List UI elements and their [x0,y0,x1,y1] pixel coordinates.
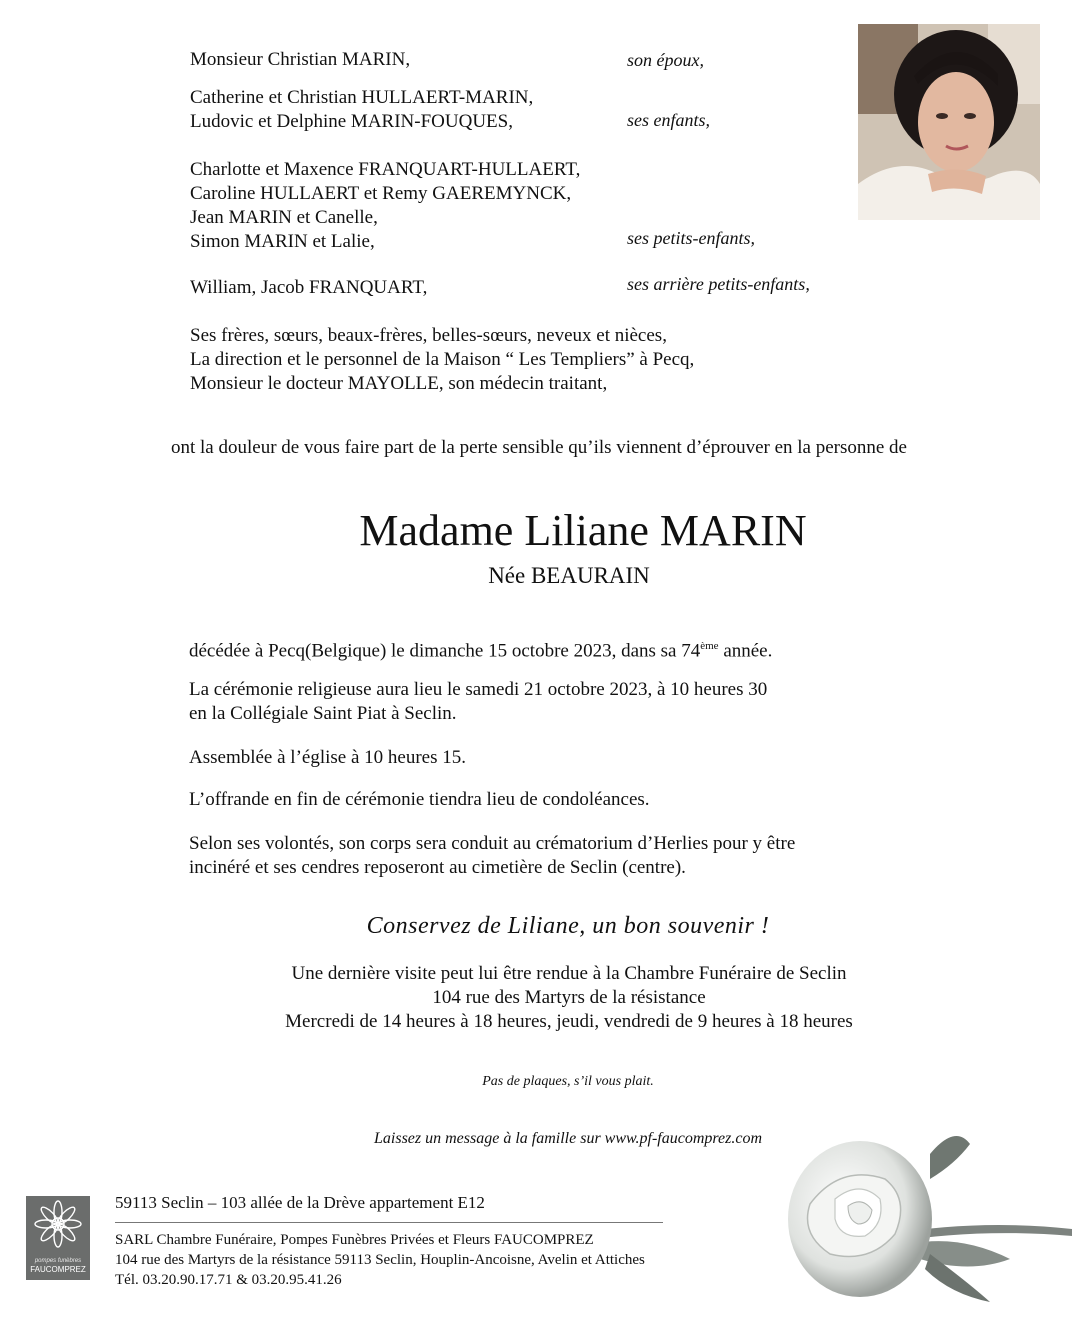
family-others-2: La direction et le personnel de la Maison “ Les Templiers” à Pecq, [190,349,695,370]
visit-line-2: 104 rue des Martyrs de la résistance [432,987,706,1008]
family-children-role: ses enfants, [627,110,710,130]
family-spouse-role: son époux, [627,50,704,70]
visit-line-3: Mercredi de 14 heures à 18 heures, jeudi, vendredi de 9 heures à 18 heures [285,1011,853,1032]
footer-phones: Tél. 03.20.90.17.71 & 03.20.95.41.26 [115,1272,342,1288]
company-logo [26,1196,90,1280]
family-spouse-name: Monsieur Christian MARIN, [190,49,411,70]
footer-divider [115,1222,663,1223]
death-notice [189,634,772,663]
family-great-grandchildren: William, Jacob FRANQUART, [190,277,428,298]
wishes-line-2: incinéré et ses cendres reposeront au cimetière de Seclin (centre). [189,857,686,878]
message-link[interactable]: Laissez un message à la famille sur www.pf-faucomprez.com [374,1130,762,1147]
ceremony-line-2: en la Collégiale Saint Piat à Seclin. [189,703,457,724]
family-grandchild-4: Simon MARIN et Lalie, [190,231,375,252]
family-child-2: Ludovic et Delphine MARIN-FOUQUES, [190,111,513,132]
wishes-line-1: Selon ses volontés, son corps sera conduit au crématorium d’Herlies pour y être [189,833,796,854]
family-grandchild-3: Jean MARIN et Canelle, [190,207,378,228]
death-notice-end: année. [718,640,773,662]
rose-illustration [780,1124,1072,1314]
death-notice-sup: ème [700,640,719,652]
souvenir-text: Conservez de Liliane, un bon souvenir ! [366,913,770,939]
visit-line-1: Une dernière visite peut lui être rendue à la Chambre Funéraire de Seclin [291,963,847,984]
logo-small-text: pompes funèbres [34,1258,82,1264]
logo-name-text: FAUCOMPREZ [30,1265,86,1274]
footer-address: 59113 Seclin – 103 allée de la Drève appartement E12 [115,1193,485,1212]
family-grandchild-1: Charlotte et Maxence FRANQUART-HULLAERT, [190,159,581,180]
rose-icon [780,1124,1072,1314]
deceased-name: Madame Liliane MARIN [359,506,807,555]
no-plaques-text: Pas de plaques, s’il vous plait. [482,1074,654,1089]
family-others-3: Monsieur le docteur MAYOLLE, son médecin traitant, [190,373,608,394]
family-great-grandchildren-role: ses arrière petits-enfants, [627,274,810,294]
family-grandchildren-role: ses petits-enfants, [627,228,755,248]
family-child-1: Catherine et Christian HULLAERT-MARIN, [190,87,534,108]
flower-logo-icon [26,1196,90,1252]
deceased-birth-name: Née BEAURAIN [488,563,650,588]
family-others-1: Ses frères, sœurs, beaux-frères, belles-sœurs, neveux et nièces, [190,325,667,346]
offering-text: L’offrande en fin de cérémonie tiendra lieu de condoléances. [189,789,650,810]
footer-company-address: 104 rue des Martyrs de la résistance 59113 Seclin, Houplin-Ancoisne, Avelin et Attiches [115,1252,645,1268]
ceremony-line-1: La cérémonie religieuse aura lieu le samedi 21 octobre 2023, à 10 heures 30 [189,679,768,700]
assembly-text: Assemblée à l’église à 10 heures 15. [189,747,466,768]
death-notice-main: décédée à Pecq(Belgique) le dimanche 15 octobre 2023, dans sa 74 [189,640,701,662]
footer-company: SARL Chambre Funéraire, Pompes Funèbres Privées et Fleurs FAUCOMPREZ [115,1232,594,1248]
announcement-text: ont la douleur de vous faire part de la perte sensible qu’ils viennent d’éprouver en la personne de [171,437,907,458]
family-grandchild-2: Caroline HULLAERT et Remy GAEREMYNCK, [190,183,572,204]
portrait-photo [858,24,1040,220]
portrait-illustration [858,24,1040,220]
